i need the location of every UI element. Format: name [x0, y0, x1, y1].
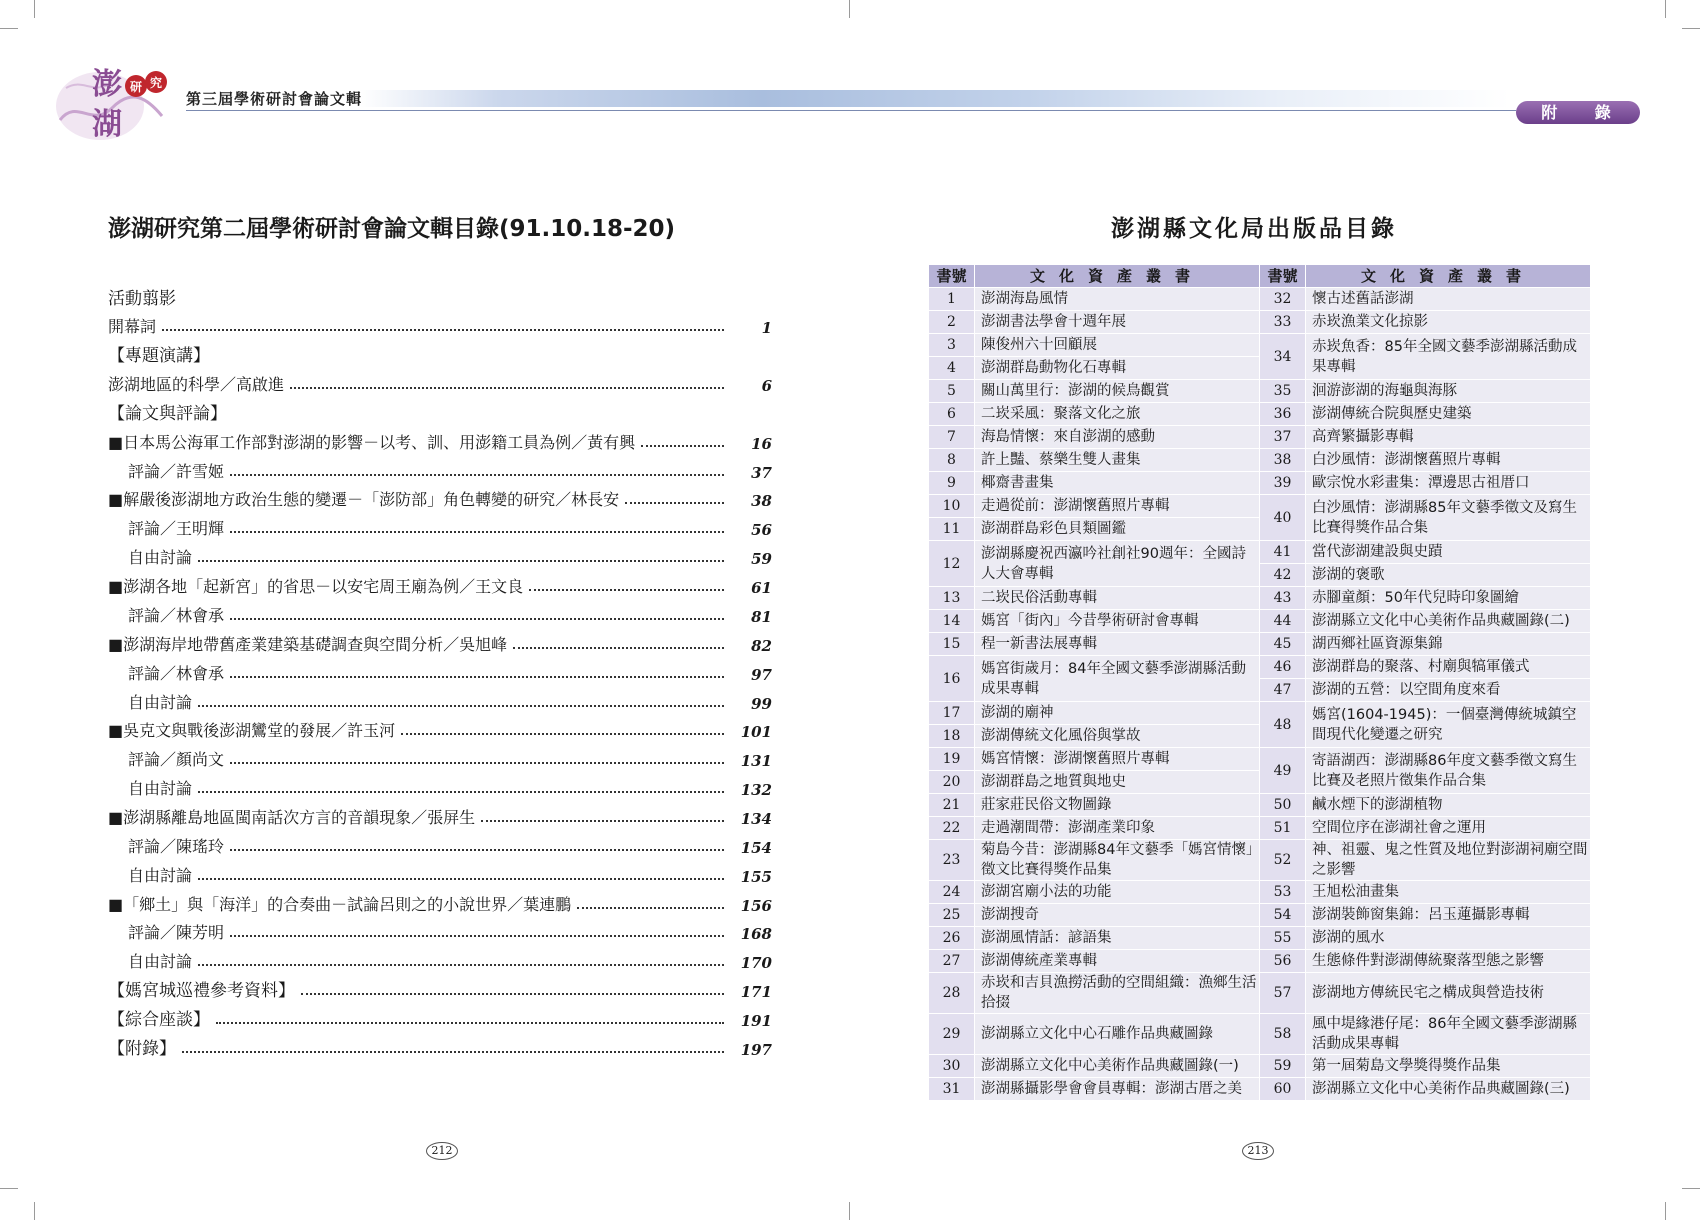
table-row	[929, 656, 1591, 679]
book-title: 澎湖傳統產業專輯	[975, 950, 1260, 973]
book-title: 赤崁漁業文化掠影	[1306, 311, 1591, 334]
toc-item-label: 評論／林會承	[128, 606, 225, 625]
table-row	[929, 1014, 1591, 1055]
toc-item-label: 【專題演講】	[108, 346, 210, 366]
book-number: 28	[929, 973, 975, 1014]
toc-leader-dots	[230, 849, 724, 851]
table-row	[929, 840, 1591, 881]
book-title: 菊島今昔：澎湖縣84年文藝季「媽宮情懷」徵文比賽得獎作品集	[975, 840, 1260, 881]
book-title: 澎湖縣立文化中心美術作品典藏圖錄(一)	[975, 1055, 1260, 1078]
book-number: 41	[1260, 541, 1306, 564]
toc-item-label: 評論／王明輝	[128, 519, 225, 538]
book-number: 54	[1260, 904, 1306, 927]
toc-item	[108, 975, 772, 1001]
book-title: 澎湖縣立文化中心美術作品典藏圖錄(三)	[1306, 1078, 1591, 1101]
table-row	[929, 472, 1591, 495]
logo-glyph-2: 湖	[92, 107, 122, 142]
crop-mark	[0, 28, 18, 29]
logo-glyph-1: 澎	[92, 67, 122, 102]
table-header-row	[929, 265, 1591, 288]
toc-item-label: 自由討論	[128, 952, 193, 971]
toc-item-label: 自由討論	[128, 866, 193, 885]
book-title: 澎湖縣慶祝西瀛吟社創社90週年：全國詩人大會專輯	[975, 541, 1260, 587]
book-number: 57	[1260, 973, 1306, 1014]
book-title: 澎湖地方傳統民宅之構成與營造技術	[1306, 973, 1591, 1014]
book-number: 49	[1260, 748, 1306, 794]
table-row	[929, 426, 1591, 449]
toc-item-label: ■解嚴後澎湖地方政治生態的變遷－「澎防部」角色轉變的研究／林長安	[108, 490, 620, 509]
book-number: 42	[1260, 564, 1306, 587]
toc-item	[108, 427, 772, 453]
book-number: 24	[929, 881, 975, 904]
toc-item	[108, 398, 772, 424]
table-row	[929, 817, 1591, 840]
penghu-research-logo	[52, 58, 172, 144]
toc-item-page: 6	[761, 377, 772, 395]
book-number: 10	[929, 495, 975, 518]
book-title: 澎湖的五營：以空間角度來看	[1306, 679, 1591, 702]
table-row	[929, 748, 1591, 771]
table-row	[929, 334, 1591, 357]
crop-mark	[1682, 28, 1700, 29]
toc-leader-dots	[198, 705, 724, 707]
toc-item	[108, 542, 772, 568]
toc-item-label: 自由討論	[128, 779, 193, 798]
toc-item-label: 【媽宮城巡禮參考資料】	[108, 981, 295, 1001]
toc-item-page: 37	[751, 464, 772, 482]
toc-leader-dots	[230, 935, 724, 937]
book-title: 二崁采風：聚落文化之旅	[975, 403, 1260, 426]
toc-item-label: ■日本馬公海軍工作部對澎湖的影響－以考、訓、用澎籍工員為例／黃有興	[108, 433, 636, 452]
toc-item-page: 132	[740, 781, 772, 799]
toc-item	[108, 831, 772, 857]
book-number: 23	[929, 840, 975, 881]
table-row	[929, 449, 1591, 472]
crop-mark	[1665, 1202, 1666, 1220]
toc-leader-dots	[216, 1022, 724, 1024]
toc-item-page: 97	[751, 666, 772, 684]
toc-leader-dots	[625, 502, 724, 504]
toc-item-label: 澎湖地區的科學／高啟進	[108, 375, 285, 394]
book-number: 55	[1260, 927, 1306, 950]
book-title: 媽宮街歲月：84年全國文藝季澎湖縣活動成果專輯	[975, 656, 1260, 702]
toc-item-label: 活動翦影	[108, 289, 176, 309]
toc-item-page: 99	[751, 695, 772, 713]
publication-catalog-table	[928, 264, 1591, 1101]
toc-item	[108, 744, 772, 770]
toc-item-label: ■「鄉土」與「海洋」的合奏曲－試論呂則之的小說世界／葉連鵬	[108, 895, 572, 914]
toc-item-page: 134	[740, 810, 772, 828]
book-title: 媽宮(1604-1945)：一個臺灣傳統城鎮空間現代化變遷之研究	[1306, 702, 1591, 748]
toc-item	[108, 658, 772, 684]
toc-item-page: 16	[751, 435, 772, 453]
book-title: 澎湖裝飾窗集錦：呂玉蓮攝影專輯	[1306, 904, 1591, 927]
book-number: 50	[1260, 794, 1306, 817]
book-title: 空間位序在澎湖社會之運用	[1306, 817, 1591, 840]
table-row	[929, 927, 1591, 950]
book-title: 關山萬里行：澎湖的候鳥觀賞	[975, 380, 1260, 403]
book-number: 52	[1260, 840, 1306, 881]
book-title: 澎湖海島風情	[975, 288, 1260, 311]
book-title: 風中堤緣港仔尾：86年全國文藝季澎湖縣活動成果專輯	[1306, 1014, 1591, 1055]
book-title: 澎湖風情話：諺語集	[975, 927, 1260, 950]
book-number: 14	[929, 610, 975, 633]
toc-item-page: 81	[751, 608, 772, 626]
toc-item-page: 156	[740, 897, 772, 915]
book-title: 洄游澎湖的海龜與海豚	[1306, 380, 1591, 403]
book-number: 12	[929, 541, 975, 587]
toc-item-page: 61	[751, 579, 772, 597]
book-title: 生態條件對澎湖傳統聚落型態之影響	[1306, 950, 1591, 973]
appendix-tab: 附 錄	[1516, 101, 1640, 124]
toc-item-page: 82	[751, 637, 772, 655]
page-number-right: 213	[1242, 1142, 1274, 1160]
book-title: 赤崁魚香：85年全國文藝季澎湖縣活動成果專輯	[1306, 334, 1591, 380]
toc-item	[108, 629, 772, 655]
left-page-title: 澎湖研究第二屆學術研討會論文輯目錄(91.10.18-20)	[108, 216, 676, 242]
book-number: 36	[1260, 403, 1306, 426]
toc-item-label: 評論／許雪姬	[128, 462, 225, 481]
book-number: 43	[1260, 587, 1306, 610]
toc-item	[108, 456, 772, 482]
crop-mark	[849, 1202, 850, 1220]
toc-item-label: 評論／陳瑤玲	[128, 837, 225, 856]
crop-mark	[34, 1202, 35, 1220]
column-header-number: 書號	[929, 265, 975, 288]
table-row	[929, 587, 1591, 610]
book-number: 7	[929, 426, 975, 449]
toc-leader-dots	[198, 560, 724, 562]
book-title: 神、祖靈、鬼之性質及地位對澎湖祠廟空間之影響	[1306, 840, 1591, 881]
book-title: 王旭松油畫集	[1306, 881, 1591, 904]
book-title: 當代澎湖建設與史蹟	[1306, 541, 1591, 564]
toc-item-page: 101	[740, 723, 772, 741]
toc-item	[108, 773, 772, 799]
table-row	[929, 288, 1591, 311]
book-title: 澎湖傳統文化風俗與掌故	[975, 725, 1260, 748]
book-number: 17	[929, 702, 975, 725]
toc-leader-dots	[230, 474, 724, 476]
column-header-title: 文化資產叢書	[1306, 265, 1591, 288]
toc-leader-dots	[182, 1051, 724, 1053]
toc-item-page: 38	[751, 492, 772, 510]
toc-item-label: ■吳克文與戰後澎湖鸞堂的發展／許玉河	[108, 721, 396, 740]
book-number: 5	[929, 380, 975, 403]
book-title: 澎湖群島的聚落、村廟與犒軍儀式	[1306, 656, 1591, 679]
book-title: 澎湖縣攝影學會會員專輯：澎湖古厝之美	[975, 1078, 1260, 1101]
toc-item-label: 評論／林會承	[128, 664, 225, 683]
toc-leader-dots	[290, 387, 724, 389]
table-row	[929, 794, 1591, 817]
toc-leader-dots	[513, 647, 724, 649]
book-title: 莊家莊民俗文物圖錄	[975, 794, 1260, 817]
toc-item-label: 【附錄】	[108, 1039, 176, 1059]
table-row	[929, 311, 1591, 334]
table-row	[929, 904, 1591, 927]
crop-mark	[34, 0, 35, 18]
toc-item-page: 155	[740, 868, 772, 886]
toc-item	[108, 369, 772, 395]
toc-leader-dots	[529, 589, 724, 591]
book-title: 赤腳童顏：50年代兒時印象圖繪	[1306, 587, 1591, 610]
toc-item	[108, 484, 772, 510]
book-number: 30	[929, 1055, 975, 1078]
header-gradient-band	[360, 90, 1510, 107]
toc-item	[108, 340, 772, 366]
book-title: 澎湖群島動物化石專輯	[975, 357, 1260, 380]
toc-item	[108, 513, 772, 539]
book-title: 澎湖書法學會十週年展	[975, 311, 1260, 334]
table-row	[929, 950, 1591, 973]
book-title: 媽宮「街內」今昔學術研討會專輯	[975, 610, 1260, 633]
toc-item	[108, 802, 772, 828]
toc-item-label: 自由討論	[128, 693, 193, 712]
book-number: 15	[929, 633, 975, 656]
toc-leader-dots	[481, 820, 724, 822]
toc-item-page: 131	[740, 752, 772, 770]
book-title: 白沙風情：澎湖懷舊照片專輯	[1306, 449, 1591, 472]
book-number: 39	[1260, 472, 1306, 495]
toc-item-label: 評論／顏尚文	[128, 750, 225, 769]
toc-item-label: 【綜合座談】	[108, 1010, 210, 1030]
book-title: 湖西鄉社區資源集錦	[1306, 633, 1591, 656]
book-number: 20	[929, 771, 975, 794]
toc-item-page: 168	[740, 925, 772, 943]
toc-leader-dots	[401, 733, 724, 735]
book-number: 9	[929, 472, 975, 495]
toc-item-page: 1	[761, 319, 772, 337]
toc-item	[108, 600, 772, 626]
column-header-number: 書號	[1260, 265, 1306, 288]
table-row	[929, 380, 1591, 403]
book-title: 走過從前：澎湖懷舊照片專輯	[975, 495, 1260, 518]
table-row	[929, 973, 1591, 1014]
book-title: 程一新書法展專輯	[975, 633, 1260, 656]
page-number-left: 212	[426, 1142, 458, 1160]
book-title: 澎湖縣立文化中心石雕作品典藏圖錄	[975, 1014, 1260, 1055]
book-number: 47	[1260, 679, 1306, 702]
book-title: 歐宗悅水彩畫集：潭邊思古祖厝口	[1306, 472, 1591, 495]
book-title: 懷古述舊話澎湖	[1306, 288, 1591, 311]
crop-mark	[0, 1188, 18, 1189]
book-number: 32	[1260, 288, 1306, 311]
toc-leader-dots	[301, 993, 724, 995]
right-page-title: 澎湖縣文化局出版品目錄	[1111, 216, 1397, 242]
book-number: 13	[929, 587, 975, 610]
book-title: 寄語湖西：澎湖縣86年度文藝季徵文寫生比賽及老照片徵集作品合集	[1306, 748, 1591, 794]
book-number: 34	[1260, 334, 1306, 380]
table-row	[929, 541, 1591, 564]
book-number: 44	[1260, 610, 1306, 633]
table-row	[929, 633, 1591, 656]
book-title: 澎湖群島之地質與地史	[975, 771, 1260, 794]
book-number: 22	[929, 817, 975, 840]
table-row	[929, 881, 1591, 904]
book-number: 18	[929, 725, 975, 748]
toc-item-label: 開幕詞	[108, 317, 157, 336]
book-title: 陳俊州六十回顧展	[975, 334, 1260, 357]
crop-mark	[1665, 0, 1666, 18]
toc-item	[108, 889, 772, 915]
table-row	[929, 610, 1591, 633]
book-number: 35	[1260, 380, 1306, 403]
book-title: 白沙風情：澎湖縣85年文藝季徵文及寫生比賽得獎作品合集	[1306, 495, 1591, 541]
book-number: 26	[929, 927, 975, 950]
toc-leader-dots	[577, 907, 724, 909]
table-row	[929, 1055, 1591, 1078]
toc-item-page: 154	[740, 839, 772, 857]
book-title: 海島情懷：來自澎湖的感動	[975, 426, 1260, 449]
series-title: 第三屆學術研討會論文輯	[186, 90, 363, 108]
toc-item	[108, 1004, 772, 1030]
book-number: 8	[929, 449, 975, 472]
book-title: 椰齋書畫集	[975, 472, 1260, 495]
book-number: 3	[929, 334, 975, 357]
table-row	[929, 495, 1591, 518]
book-number: 33	[1260, 311, 1306, 334]
book-number: 56	[1260, 950, 1306, 973]
book-title: 高齊繁攝影專輯	[1306, 426, 1591, 449]
toc-item-label: ■澎湖縣離島地區閩南話次方言的音韻現象／張屏生	[108, 808, 476, 827]
toc-item	[108, 1033, 772, 1059]
book-title: 二崁民俗活動專輯	[975, 587, 1260, 610]
book-number: 37	[1260, 426, 1306, 449]
toc-item-label: 【論文與評論】	[108, 404, 227, 424]
book-number: 19	[929, 748, 975, 771]
toc-item-label: ■澎湖海岸地帶舊產業建築基礎調查與空間分析／吳旭峰	[108, 635, 508, 654]
book-number: 60	[1260, 1078, 1306, 1101]
book-number: 38	[1260, 449, 1306, 472]
book-title: 澎湖傳統合院與歷史建築	[1306, 403, 1591, 426]
toc-item	[108, 917, 772, 943]
toc-item-page: 56	[751, 521, 772, 539]
toc-leader-dots	[641, 445, 724, 447]
table-row	[929, 403, 1591, 426]
book-number: 29	[929, 1014, 975, 1055]
book-number: 45	[1260, 633, 1306, 656]
book-number: 2	[929, 311, 975, 334]
toc-item	[108, 946, 772, 972]
table-row	[929, 1078, 1591, 1101]
book-number: 27	[929, 950, 975, 973]
book-number: 53	[1260, 881, 1306, 904]
book-title: 澎湖的風水	[1306, 927, 1591, 950]
book-number: 25	[929, 904, 975, 927]
toc-leader-dots	[230, 531, 724, 533]
book-title: 澎湖群島彩色貝類圖鑑	[975, 518, 1260, 541]
book-title: 鹹水煙下的澎湖植物	[1306, 794, 1591, 817]
toc-leader-dots	[198, 878, 724, 880]
toc-item	[108, 687, 772, 713]
book-number: 1	[929, 288, 975, 311]
toc-item	[108, 571, 772, 597]
toc-leader-dots	[230, 618, 724, 620]
header-rule	[186, 110, 1516, 111]
crop-mark	[849, 0, 850, 18]
toc-item	[108, 860, 772, 886]
book-number: 16	[929, 656, 975, 702]
book-number: 6	[929, 403, 975, 426]
book-number: 46	[1260, 656, 1306, 679]
book-title: 走過潮間帶：澎湖產業印象	[975, 817, 1260, 840]
logo-glyph-3: 研	[130, 80, 143, 94]
logo-glyph-4: 究	[150, 76, 163, 90]
book-title: 澎湖宮廟小法的功能	[975, 881, 1260, 904]
toc-item-label: 自由討論	[128, 548, 193, 567]
toc-item	[108, 283, 772, 309]
book-number: 11	[929, 518, 975, 541]
toc-item-page: 59	[751, 550, 772, 568]
book-number: 40	[1260, 495, 1306, 541]
book-number: 58	[1260, 1014, 1306, 1055]
book-title: 澎湖搜奇	[975, 904, 1260, 927]
book-title: 媽宮情懷：澎湖懷舊照片專輯	[975, 748, 1260, 771]
book-title: 赤崁和吉貝漁撈活動的空間組織：漁鄉生活拾掇	[975, 973, 1260, 1014]
toc-item-page: 171	[740, 983, 772, 1001]
toc-item	[108, 311, 772, 337]
toc-item-page: 191	[740, 1012, 772, 1030]
book-title: 澎湖縣立文化中心美術作品典藏圖錄(二)	[1306, 610, 1591, 633]
book-number: 59	[1260, 1055, 1306, 1078]
book-number: 4	[929, 357, 975, 380]
toc-leader-dots	[198, 964, 724, 966]
crop-mark	[1682, 1188, 1700, 1189]
toc-leader-dots	[162, 329, 724, 331]
toc-leader-dots	[198, 791, 724, 793]
book-title: 澎湖的廟神	[975, 702, 1260, 725]
toc-leader-dots	[230, 676, 724, 678]
toc-leader-dots	[230, 762, 724, 764]
book-number: 31	[929, 1078, 975, 1101]
book-title: 許上豔、蔡樂生雙人畫集	[975, 449, 1260, 472]
table-row	[929, 702, 1591, 725]
toc-item-label: 評論／陳芳明	[128, 923, 225, 942]
book-title: 第一屆菊島文學獎得獎作品集	[1306, 1055, 1591, 1078]
book-title: 澎湖的褒歌	[1306, 564, 1591, 587]
toc-item	[108, 715, 772, 741]
book-number: 48	[1260, 702, 1306, 748]
book-number: 51	[1260, 817, 1306, 840]
book-number: 21	[929, 794, 975, 817]
column-header-title: 文化資產叢書	[975, 265, 1260, 288]
toc-item-label: ■澎湖各地「起新宮」的省思－以安宅周王廟為例／王文良	[108, 577, 524, 596]
toc-item-page: 197	[740, 1041, 772, 1059]
toc-item-page: 170	[740, 954, 772, 972]
